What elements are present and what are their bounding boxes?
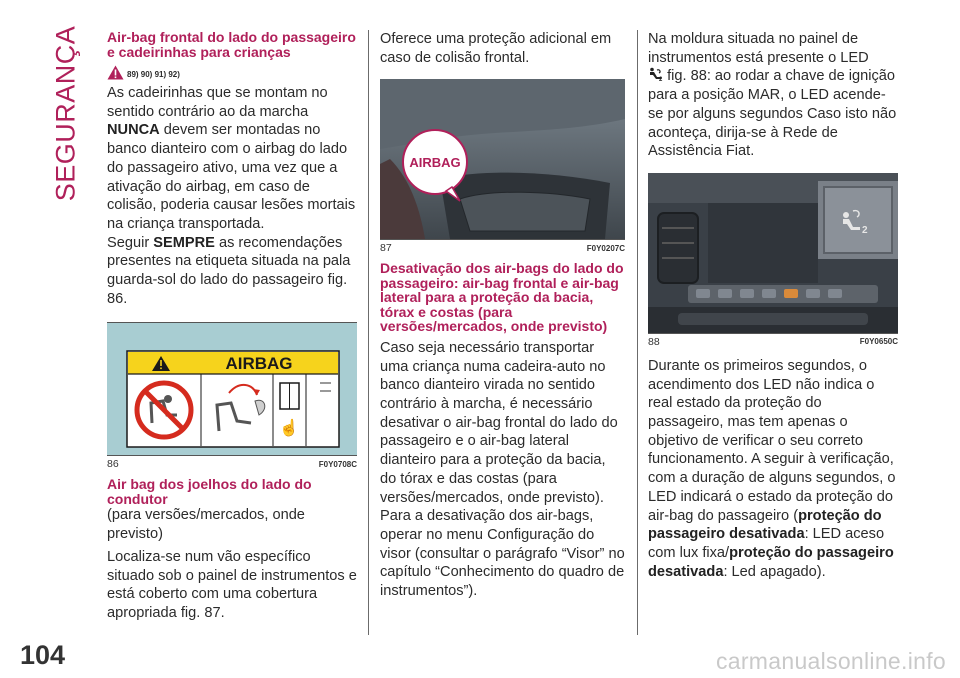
emphasis: proteção do passageiro desativada bbox=[648, 507, 882, 543]
figure-86 bbox=[107, 322, 357, 469]
airbag-callout-text: AIRBAG bbox=[409, 155, 461, 171]
text: as recomendações presentes na etiqueta situada na pala guarda-sol do lado do passageiro fig. 86. bbox=[107, 234, 351, 307]
dashboard-led-photo bbox=[648, 173, 898, 333]
page-number: 104 bbox=[20, 640, 66, 670]
text: Durante os primeiros segundos, o acendimento dos LED não indica o real estado da proteção do passageiro, mas tem apenas o objetivo de verificar o seu correto funcionamento. A seguir à verificação, com a duração de alguns segundos, o LED indicará o estado da proteção do air-bag do passageiro ( bbox=[648, 357, 896, 524]
figure-number: 86 bbox=[107, 458, 119, 471]
paragraph: Oferece uma proteção adicional em caso de colisão frontal. bbox=[380, 31, 612, 66]
column-divider bbox=[637, 30, 638, 635]
section-heading: Desativação dos air-bags do lado do passageiro: air-bag frontal e air-bag lateral para a proteção da bacia, tórax e costas (para versões/mercados, onde previsto) bbox=[380, 260, 624, 335]
column-2 bbox=[380, 30, 625, 601]
section-heading: Air bag dos joelhos do lado do condutor bbox=[107, 476, 312, 507]
warning-triangle-icon bbox=[107, 65, 124, 80]
figure-number: 87 bbox=[380, 242, 392, 255]
text: Na moldura situada no painel de instrumentos está presente o LED bbox=[648, 31, 869, 66]
figure-code: F0Y0708C bbox=[318, 459, 357, 469]
figure-caption bbox=[648, 333, 898, 347]
figure-code: F0Y0650C bbox=[859, 337, 898, 347]
knee-airbag-photo bbox=[380, 79, 625, 239]
svg-text:☝: ☝ bbox=[279, 420, 299, 438]
figure-88 bbox=[648, 173, 898, 347]
section-heading: Air-bag frontal do lado do passageiro e cadeirinhas para crianças bbox=[107, 29, 356, 60]
passenger-airbag-off-icon bbox=[648, 67, 663, 81]
text: Seguir bbox=[107, 234, 150, 251]
text: : Led apagado). bbox=[723, 563, 826, 580]
figure-caption bbox=[380, 239, 625, 253]
paragraph bbox=[107, 234, 357, 309]
paragraph: Localiza-se num vão específico situado sob o painel de instrumentos e está coberto com uma cobertura apropriada fig. 87. bbox=[107, 548, 357, 621]
paragraph bbox=[648, 357, 898, 581]
text: As cadeirinhas que se montam no sentido contrário ao da marcha bbox=[107, 85, 328, 120]
section-side-label bbox=[46, 25, 86, 201]
figure-caption bbox=[107, 455, 357, 469]
paragraph bbox=[648, 30, 898, 161]
paragraph: Caso seja necessário transportar uma criança numa cadeira-auto no banco dianteiro virada no sentido contrário à marcha, é necessário desativar o air-bag frontal do lado do passageiro e o air-bag lateral dianteiro para a proteção da bacia, do tórax e das costas (para versões/mercados, onde previsto). bbox=[380, 339, 618, 506]
svg-text:2: 2 bbox=[659, 77, 663, 82]
watermark: carmanualsonline.info bbox=[715, 648, 946, 674]
paragraph bbox=[107, 84, 357, 234]
column-divider bbox=[368, 30, 369, 635]
text: fig. 88: ao rodar a chave de ignição para a posição MAR, o LED acende-se por alguns segundos Caso isto não aconteça, dirija-se à Rede de Assistência Fiat. bbox=[648, 68, 897, 160]
airbag-warning-label-image bbox=[107, 323, 357, 455]
label-airbag-text: AIRBAG bbox=[225, 354, 293, 374]
section-side-label-text: SEGURANÇA bbox=[50, 25, 81, 201]
column-1 bbox=[107, 30, 357, 623]
svg-text:2: 2 bbox=[862, 224, 868, 236]
column-3 bbox=[648, 30, 898, 581]
text: devem ser montadas no banco dianteiro com o airbag do lado do passageiro ativo, uma vez que a ativação do airbag, em caso de colisão, poderia causar lesões mortais na criança transportada. bbox=[107, 122, 356, 232]
emphasis: SEMPRE bbox=[153, 234, 215, 251]
figure-code: F0Y0207C bbox=[586, 243, 625, 253]
emphasis: proteção do passageiro desativada bbox=[648, 544, 894, 580]
figure-87 bbox=[380, 79, 625, 253]
warning-reference bbox=[107, 65, 357, 80]
text: : LED aceso com lux fixa/ bbox=[648, 526, 885, 561]
subnote: (para versões/mercados, onde previsto) bbox=[107, 507, 305, 543]
emphasis: NUNCA bbox=[107, 122, 160, 139]
figure-number: 88 bbox=[648, 335, 660, 348]
warning-notes-refs: 89) 90) 91) 92) bbox=[127, 70, 180, 79]
paragraph: Para a desativação dos air-bags, operar no menu Configuração do visor (consultar o parágrafo “Visor” no capítulo “Conhecimento do quadro de instrumentos”). bbox=[380, 508, 625, 600]
